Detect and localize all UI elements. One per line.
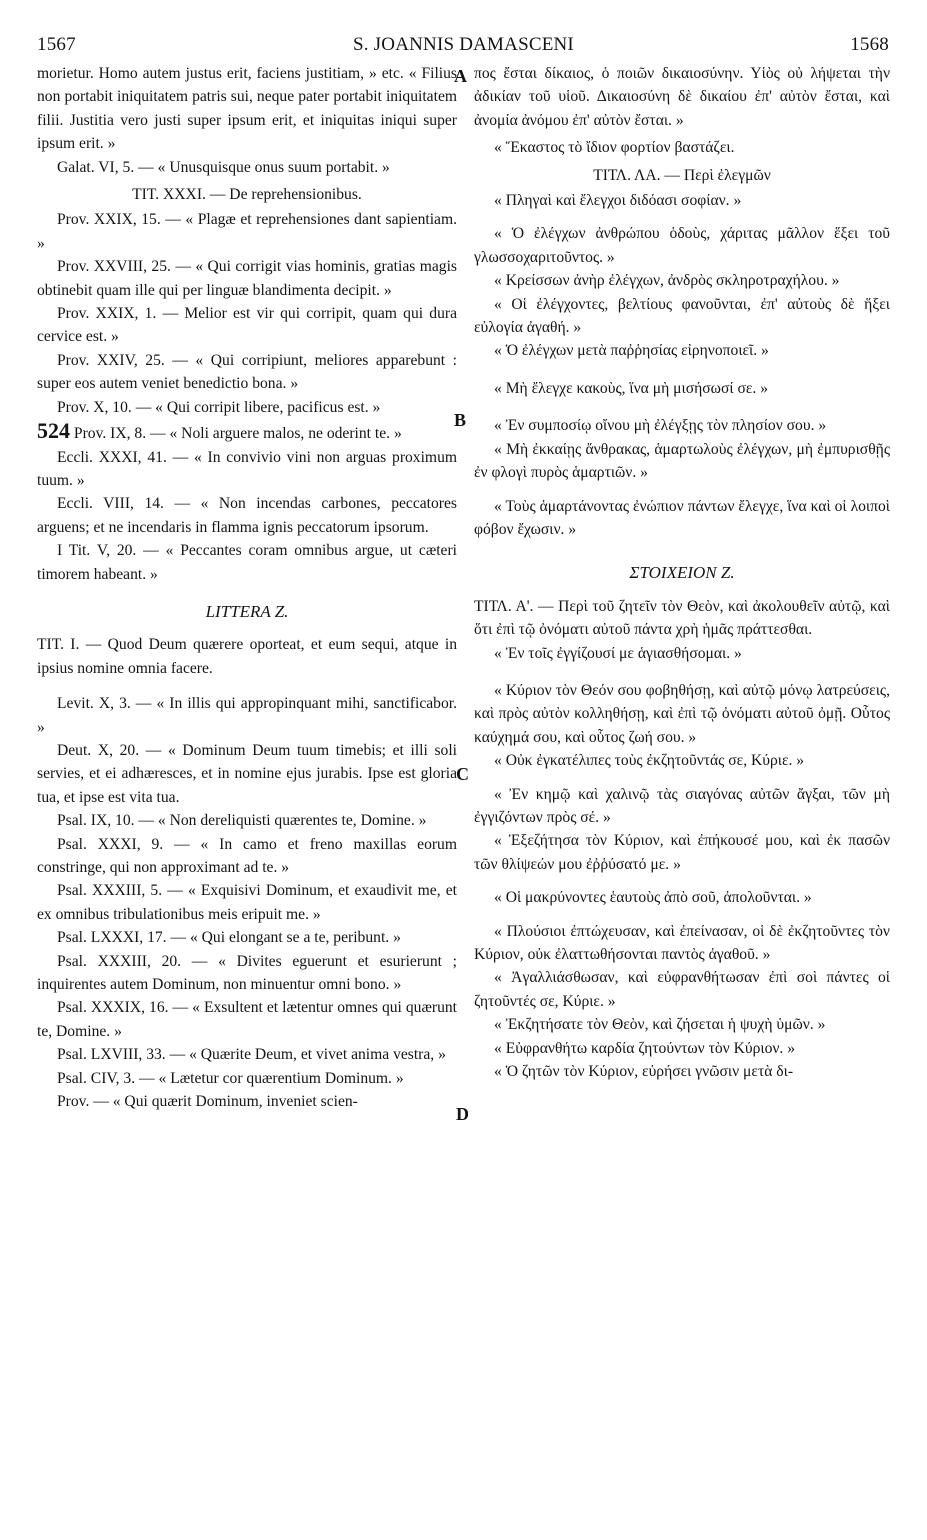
greek-paragraph: « Ἕκαστος τὸ ἴδιον φορτίον βαστάζει.	[494, 139, 735, 157]
latin-paragraph: Prov. XXIX, 1. — Melior est vir qui corripit, quam qui dura cervice est. »	[37, 305, 457, 346]
greek-paragraph: « Κύριον τὸν Θεόν σου φοβηθήσῃ, καὶ αὐτῷ μόνῳ λατρεύσεις, καὶ πρὸς αὐτὸν κολληθήσῃ, καὶ ἐπὶ τῷ ὀνόματι αὐτοῦ ὀμῇ. Οὗτος καύχημά σου, καὶ οὗτος ζωή σου. »	[474, 681, 890, 746]
latin-paragraph: Galat. VI, 5. — « Unusquisque onus suum portabit. »	[57, 158, 390, 176]
margin-letter-b: B	[454, 410, 467, 430]
latin-paragraph: Psal. XXXIX, 16. — « Exsultent et lætentur omnes qui quærunt te, Domine. »	[37, 999, 457, 1040]
latin-paragraph: Prov. X, 10. — « Qui corripit libere, pacificus est. »	[57, 398, 381, 416]
latin-paragraph-text: Prov. IX, 8. — « Noli arguere malos, ne oderint te. »	[73, 425, 402, 443]
latin-paragraph: Psal. LXVIII, 33. — « Quærite Deum, et vivet anima vestra, »	[57, 1046, 446, 1064]
latin-paragraph: Eccli. VIII, 14. — « Non incendas carbones, peccatores arguens; et ne incendaris in flamma ignis peccatorum ipsorum.	[37, 495, 457, 536]
greek-paragraph: « Οἱ ἐλέγχοντες, βελτίους φανοῦνται, ἐπ' αὐτοὺς δὲ ἥξει εὐλογία ἀγαθή. »	[474, 295, 890, 337]
margin-letter-c: C	[456, 764, 469, 784]
latin-paragraph: Psal. IX, 10. — « Non dereliquisti quærentes te, Domine. »	[57, 812, 427, 830]
latin-paragraph: Levit. X, 3. — « In illis qui appropinquant mihi, sanctificabor. »	[37, 695, 457, 736]
greek-paragraph: « Ὁ ἐλέγχων μετὰ παῤῥησίας εἰρηνοποιεῖ. »	[494, 342, 769, 360]
left-page-number: 1567	[37, 34, 76, 55]
greek-column	[474, 62, 890, 1083]
latin-paragraph: Psal. CIV, 3. — « Lætetur cor quærentium Dominum. »	[57, 1069, 404, 1087]
greek-paragraph: « Τοὺς ἁμαρτάνοντας ἐνώπιον πάντων ἔλεγχε, ἵνα καὶ οἱ λοιποὶ φόβον ἔχωσιν. »	[474, 497, 890, 538]
latin-paragraph: I Tit. V, 20. — « Peccantes coram omnibus argue, ut cæteri timorem habeant. »	[37, 542, 457, 583]
greek-title-heading: ΤΙΤΛ. Α'. — Περὶ τοῦ ζητεῖν τὸν Θεὸν, καὶ ἀκολουθεῖν αὐτῷ, καὶ ὅτι ἐπὶ τῷ ὀνόματι αὐτοῦ πάντα χρὴ ἡμᾶς πράττεσθαι.	[474, 597, 890, 639]
greek-paragraph: « Ἐν κημῷ καὶ χαλινῷ τὰς σιαγόνας αὐτῶν ἄγξαι, τῶν μὴ ἐγγιζόντων πρὸς σέ. »	[474, 785, 890, 826]
letter-heading: LITTERA Z.	[205, 601, 289, 621]
greek-paragraph: « Ὁ ζητῶν τὸν Κύριον, εὑρήσει γνῶσιν μετὰ δι-	[494, 1063, 794, 1081]
greek-paragraph: « Εὐφρανθήτω καρδία ζητούντων τὸν Κύριον. »	[494, 1039, 796, 1057]
latin-paragraph	[37, 419, 457, 445]
title-heading: TIT. I. — Quod Deum quærere oporteat, et eum sequi, atque in ipsius nomine omnia facere.	[37, 636, 457, 677]
latin-paragraph: Psal. LXXXI, 17. — « Qui elongant se a te, peribunt. »	[57, 929, 401, 947]
latin-paragraph: Psal. XXXIII, 5. — « Exquisivi Dominum, et exaudivit me, et ex omnibus tribulationibus meis eripuit me. »	[37, 882, 457, 923]
margin-letter-a: A	[454, 66, 467, 86]
greek-paragraph: « Ἐκζητήσατε τὸν Θεὸν, καὶ ζήσεται ἡ ψυχὴ ὑμῶν. »	[494, 1016, 826, 1034]
latin-paragraph: Eccli. XXXI, 41. — « In convivio vini non arguas proximum tuum. »	[37, 448, 457, 489]
right-page-number: 1568	[850, 34, 889, 55]
greek-paragraph: « Ἀγαλλιάσθωσαν, καὶ εὐφρανθήτωσαν ἐπὶ σοὶ πάντες οἱ ζητοῦντές σε, Κύριε. »	[474, 969, 890, 1010]
margin-letter-d: D	[456, 1104, 469, 1124]
latin-paragraph: Psal. XXXIII, 20. — « Divites eguerunt et esurierunt ; inquirentes autem Dominum, non minuentur omni bono. »	[37, 952, 457, 994]
latin-paragraph: Prov. XXVIII, 25. — « Qui corrigit vias hominis, gratias magis obtinebit quam ille qui per linguæ blandimenta decipit. »	[37, 258, 457, 299]
latin-paragraph: Prov. XXIX, 15. — « Plagæ et reprehensiones dant sapientiam. »	[37, 211, 457, 252]
greek-paragraph: πος ἔσται δίκαιος, ὁ ποιῶν δικαιοσύνην. Υἱὸς οὐ λήψεται τὴν ἀδικίαν τοῦ υἱοῦ. Δικαιοσύνη δὲ δικαίου ἐπ' αὐτὸν ἔσται, καὶ ἀνομία ἀνόμου ἐπ' αὐτὸν ἔσται. »	[474, 65, 890, 129]
latin-paragraph: Psal. XXXI, 9. — « In camo et freno maxillas eorum constringe, qui non approximant ad te. »	[37, 835, 457, 876]
greek-paragraph: « Πλούσιοι ἐπτώχευσαν, καὶ ἐπείνασαν, οἱ δὲ ἐκζητοῦντες τὸν Κύριον, οὐκ ἐλαττωθήσονται παντὸς ἀγαθοῦ. »	[474, 922, 890, 963]
latin-paragraph: Prov. XXIV, 25. — « Qui corripiunt, meliores apparebunt : super eos autem veniet benedictio bona. »	[37, 351, 457, 393]
latin-paragraph: Deut. X, 20. — « Dominum Deum tuum timebis; et illi soli servies, et ei adhæresces, et in nomine ejus jurabis. Ipse est gloria tua, et ipse est vita tua.	[37, 741, 457, 806]
latin-column	[37, 62, 457, 1113]
greek-paragraph: « Μὴ ἔλεγχε κακοὺς, ἵνα μὴ μισήσωσί σε. »	[494, 379, 768, 397]
greek-paragraph: « Οἱ μακρύνοντες ἑαυτοὺς ἀπὸ σοῦ, ἀπολοῦνται. »	[494, 889, 812, 907]
greek-paragraph: « Ἐν τοῖς ἐγγίζουσί με ἁγιασθήσομαι. »	[494, 644, 742, 662]
greek-paragraph: « Μὴ ἐκκαίῃς ἄνθρακας, ἁμαρτωλοὺς ἐλέγχων, μὴ ἐμπυρισθῇς ἐν φλογὶ πυρὸς ἁμαρτιῶν. »	[474, 440, 890, 482]
greek-paragraph: « Ἐξεζήτησα τὸν Κύριον, καὶ ἐπήκουσέ μου, καὶ ἐκ πασῶν τῶν θλίψεών μου ἐῤῥύσατό με. »	[474, 832, 890, 873]
section-heading: TIT. XXXI. — De reprehensionibus.	[132, 186, 362, 204]
greek-letter-heading: ΣΤΟΙΧΕΙΟΝ Ζ.	[629, 563, 735, 583]
latin-paragraph: Prov. — « Qui quærit Dominum, inveniet scien-	[57, 1093, 358, 1111]
greek-paragraph: « Οὐκ ἐγκατέλιπες τοὺς ἐκζητοῦντάς σε, Κύριε. »	[494, 752, 805, 770]
greek-paragraph: « Πληγαὶ καὶ ἔλεγχοι διδόασι σοφίαν. »	[494, 192, 742, 210]
greek-section-heading: ΤΙΤΛ. ΛΑ. — Περὶ ἐλεγμῶν	[593, 166, 771, 184]
greek-paragraph: « Κρείσσων ἀνὴρ ἐλέγχων, ἀνδρὸς σκληροτραχήλου. »	[494, 272, 840, 290]
column-number: 524	[37, 418, 70, 444]
greek-paragraph: « Ὁ ἐλέγχων ἀνθρώπου ὁδοὺς, χάριτας μᾶλλον ἕξει τοῦ γλωσσοχαριτοῦντος. »	[474, 225, 890, 266]
latin-paragraph: morietur. Homo autem justus erit, faciens justitiam, » etc. « Filius non portabit iniquitatem patris sui, neque pater portabit iniquitatem filii. Justitia vero justi super ipsum erit, et iniquitas iniqui super ipsum erit. »	[37, 65, 457, 153]
greek-paragraph: « Ἐν συμποσίῳ οἴνου μὴ ἐλέγξῃς τὸν πλησίον σου. »	[494, 417, 827, 435]
running-title: S. JOANNIS DAMASCENI	[353, 34, 574, 55]
